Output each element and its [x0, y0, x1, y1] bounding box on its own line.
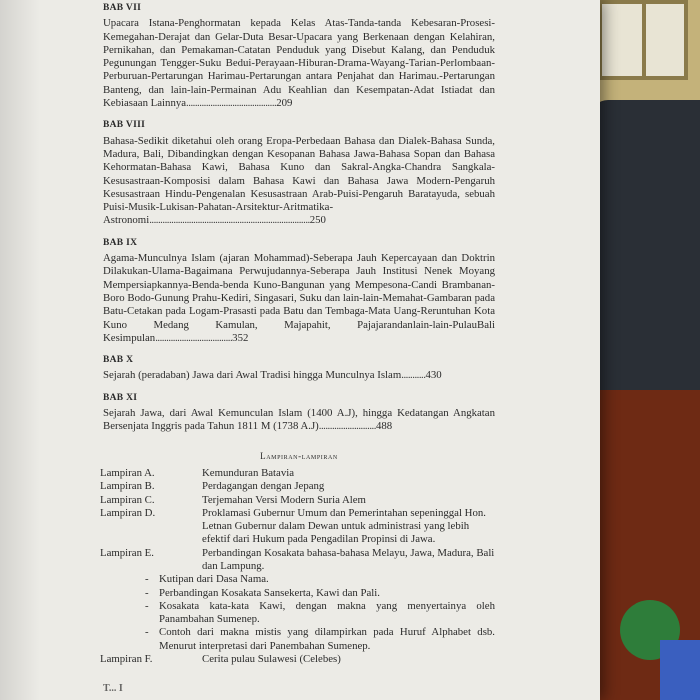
appendix-heading: Lampiran-lampiran [260, 450, 338, 461]
bullet-dash: - [145, 586, 149, 599]
appendix-label: Lampiran E. [100, 546, 154, 559]
background-bag [590, 100, 700, 400]
chapter-title: BAB XI [103, 392, 138, 403]
chapter-title: BAB X [103, 355, 134, 366]
leader-dots: .......................... [318, 420, 376, 433]
appendix-sub-item [103, 600, 495, 627]
chapter-description: Agama-Munculnya Islam (ajaran Mohammad)-Seberapa Jauh Kepercayaan dan Doktrin Dilakukan-Ulama-Bagaimana Perwujudannya-Seberapa Jauh Institusi Nenek Moyang Mempersiapkannya-Benda-benda Kuno-Bangunan yang Mempesona-Candi Brambanan-Boro Bodo-Gunung Prahu-Kediri, Singasari, Suku dan lain-lain-Memahat-Gambaran pada Batu-Cetakan pada Logam-Prasasti pada Batu dan Tembaga-Mata Uang-Reruntuhan Kota Kuno Medang Kamulan, Majapahit, Pajajarandanlain-lain-PulauBali Kesimpulan [103, 252, 495, 344]
leader-dots: ................................... [155, 331, 233, 344]
appendix-label: Lampiran C. [100, 493, 155, 506]
sub-item-text: Kutipan dari Dasa Nama. [159, 573, 269, 586]
appendix-item [100, 546, 495, 574]
appendix-sub-item [103, 573, 495, 586]
sub-item-text: Kosakata kata-kata Kawi, dengan makna yang menyertainya oleh Panambahan Sumenep. [159, 599, 495, 626]
chapter-entry [103, 119, 495, 227]
leader-dots: ......................................... [186, 97, 277, 110]
leader-dots: ......................................................................... [149, 214, 310, 227]
chapter-page-number: 352 [232, 331, 249, 344]
appendix-description: Kemunduran Batavia [202, 466, 295, 479]
leader-dots: ........... [401, 369, 426, 382]
chapter-page-number: 488 [375, 420, 393, 433]
chapter-entry [103, 237, 495, 345]
chapter-title: BAB VIII [103, 120, 146, 131]
background-window [598, 0, 688, 80]
appendix-description: Perbandingan Kosakata bahasa-bahasa Melayu, Jawa, Madura, Bali dan Lampung. [202, 546, 495, 572]
appendix-item [100, 466, 495, 480]
appendix-description: Terjemahan Versi Modern Suria Alem [202, 493, 366, 506]
chapter-entry [103, 392, 495, 434]
bullet-dash: - [145, 573, 149, 586]
appendix-description: Cerita pulau Sulawesi (Celebes) [202, 653, 341, 666]
appendix-item [100, 506, 495, 547]
cut-off-text: T... I [103, 683, 123, 695]
appendix-description: Proklamasi Gubernur Umum dan Pemerintahan sepeninggal Hon. Letnan Gubernur dalam Dewan untuk administrasi yang lebih efektif dari Hukum pada Pengadilan Propinsi di Jawa. [202, 506, 486, 546]
appendix-sub-list [103, 573, 495, 653]
background-toy-block [660, 640, 700, 700]
appendix-label: Lampiran D. [100, 506, 156, 519]
appendix-description: Perdagangan dengan Jepang [202, 480, 325, 493]
bullet-dash: - [145, 626, 149, 639]
chapter-description: Bahasa-Sedikit diketahui oleh orang Eropa-Perbedaan Bahasa dan Dialek-Bahasa Sunda, Madura, Bali, Dibandingkan dengan Kesopanan Bahasa Jawa-Bahasa Sopan dan Bahasa Kehormatan-Bahasa Kawi, Bahasa Kuno dan Sakral-Angka-Chandra Sangkala-Kesusastraan-Komposisi dalam Bahasa Kawi dan Bahasa Jawa Modern-Pengaruh Kesusastraan Hindu-Pengenalan Kesusastraan Arab-Puisi-Pengaruh Baratayuda, sebuah Puisi-Musik-Lukisan-Pahatan-Arsitektur-Aritmatika-Astronomi [103, 134, 495, 227]
chapter-entry [103, 354, 495, 383]
chapter-page-number: 430 [425, 369, 442, 382]
sub-item-text: Contoh dari makna mistis yang dilampirkan pada Huruf Alphabet dsb. Menurut interpretasi dari Panembahan Sumenep. [159, 626, 495, 652]
appendix-label: Lampiran B. [100, 480, 155, 493]
appendix-sub-item [103, 626, 495, 653]
appendix-item [100, 653, 495, 666]
chapter-page-number: 209 [276, 97, 293, 110]
chapter-description: Sejarah Jawa, dari Awal Kemunculan Islam (1400 A.J), hingga Kedatangan Angkatan Bersenjata Inggris pada Tahun 1811 M (1738 A.J) [103, 407, 495, 433]
appendix-item [100, 480, 495, 493]
appendix-item [100, 493, 495, 507]
chapter-entry [103, 2, 495, 110]
appendix-sub-item [103, 587, 495, 600]
chapter-title: BAB IX [103, 237, 138, 248]
chapter-description: Sejarah (peradaban) Jawa dari Awal Tradisi hingga Munculnya Islam [103, 369, 402, 382]
bullet-dash: - [145, 599, 149, 612]
chapter-page-number: 250 [309, 214, 326, 227]
chapter-title: BAB VII [103, 3, 142, 13]
appendix-label: Lampiran A. [100, 466, 155, 479]
chapter-description: Upacara Istana-Penghormatan kepada Kelas Atas-Tanda-tanda Kebesaran-Prosesi-Kemegahan-Derajat dan Gelar-Duta Besar-Upacara yang Berkenaan dengan Kelahiran, Pernikahan, dan Pemakaman-Catatan Penduduk yang Disebut Kalang, dan Penduduk Pegunungan Tengger-Suku Bedui-Perayaan-Hiburan-Drama-Wayang-Tarian-Perlombaan-Perburuan-Pertarungan Harimau-Pertarungan antara Penjahat dan Harimau.-Pertarungan Banteng, dan lain-lain-Permainan Adu Keahlian dan Kesempatan-Adat Istiadat dan Kebiasaan Lainnya [103, 17, 495, 110]
appendix-label: Lampiran F. [100, 653, 153, 666]
table-of-contents [100, 2, 495, 696]
sub-item-text: Perbandingan Kosakata Sansekerta, Kawi dan Pali. [159, 586, 380, 599]
